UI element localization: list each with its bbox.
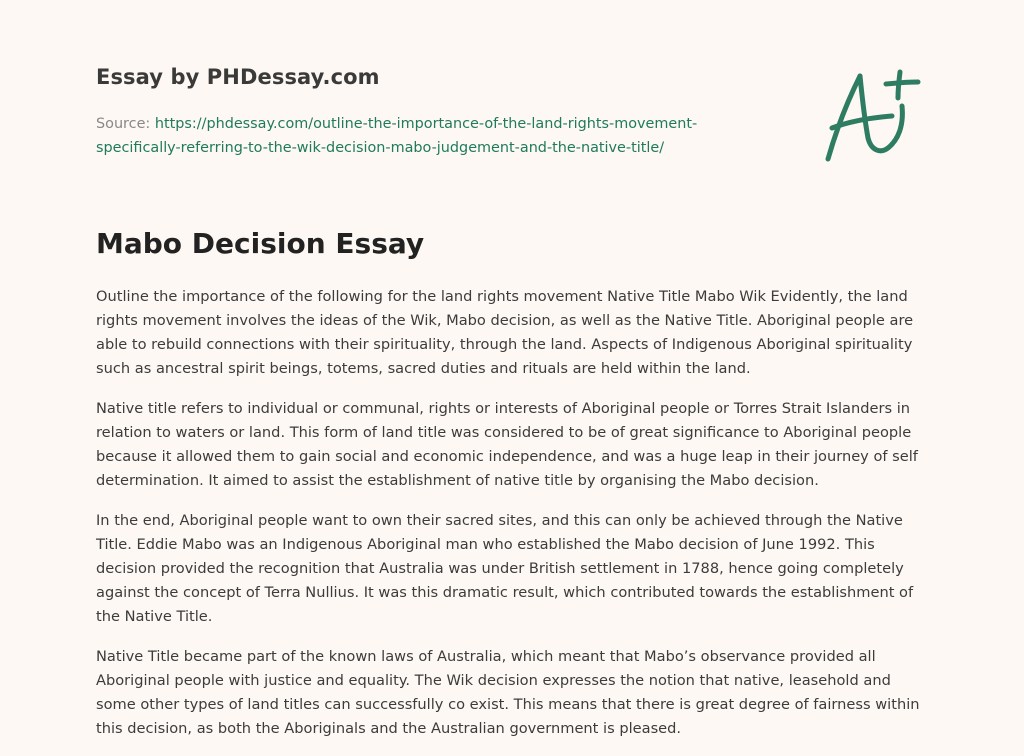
page-container [96, 0, 928, 756]
site-title: Essay by PHDessay.com [96, 65, 380, 89]
source-line [96, 112, 756, 160]
essay-paragraph: In the end, Aboriginal people want to own their sacred sites, and this can only be achieved through the Native Title. Eddie Mabo was an Indigenous Aboriginal man who established the Mabo decision of June 1992. This decision provided the recognition that Australia was under British settlement in 1788, hence going completely against the concept of Terra Nullius. It was this dramatic result, which contributed towards the establishment of the Native Title. [96, 512, 914, 625]
essay-title: Mabo Decision Essay [96, 227, 425, 260]
essay-paragraph: Native Title became part of the known laws of Australia, which meant that Mabo’s observance provided all Aboriginal people with justice and equality. The Wik decision expresses the notion that native, leasehold and some other types of land titles can successfully co exist. This means that there is great degree of fairness within this decision, as both the Aboriginals and the Australian government is pleased. [96, 648, 920, 737]
essay-paragraph: Native title refers to individual or communal, rights or interests of Aboriginal people or Torres Strait Islanders in relation to waters or land. This form of land title was considered to be of great significance to Aboriginal people because it allowed them to gain social and economic independence, and was a huge leap in their journey of self determination. It aimed to assist the establishment of native title by organising the Mabo decision. [96, 400, 918, 489]
a-plus-grade-icon [818, 66, 930, 166]
source-label: Source: [96, 116, 151, 132]
essay-paragraph: Outline the importance of the following for the land rights movement Native Title Mabo Wik Evidently, the land rights movement involves the ideas of the Wik, Mabo decision, as well as the Native Title. Aboriginal people are able to rebuild connections with their spirituality, through the land. Aspects of Indigenous Aboriginal spirituality such as ancestral spirit beings, totems, sacred duties and rituals are held within the land. [96, 288, 914, 377]
source-url-line-1: https://phdessay.com/outline-the-importance-of-the-land-rights-movement- [154, 116, 698, 132]
source-url-line-2: specifically-referring-to-the-wik-decision-mabo-judgement-and-the-native-title/ [96, 140, 665, 156]
essay-body [96, 285, 928, 756]
source-link[interactable] [96, 116, 697, 156]
